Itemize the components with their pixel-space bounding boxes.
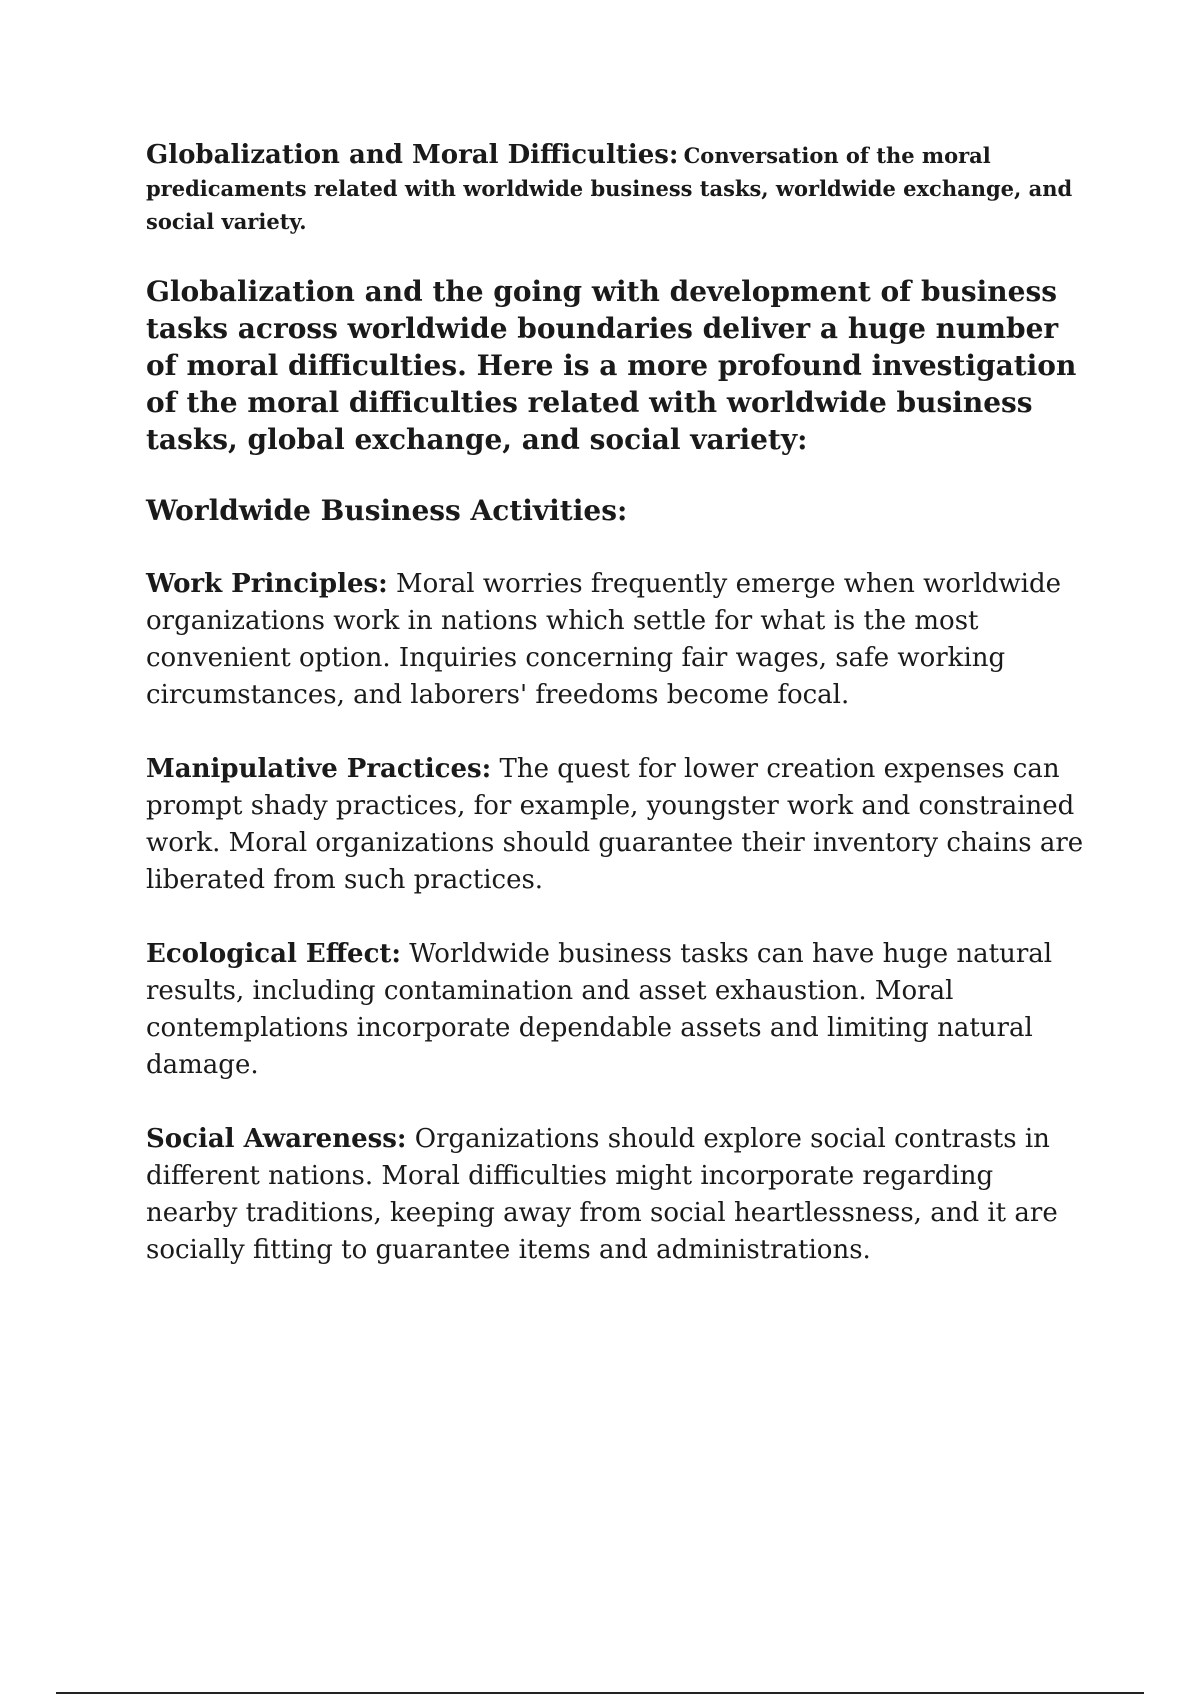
- section-heading: Worldwide Business Activities:: [146, 494, 628, 527]
- list-item: [146, 1121, 1091, 1269]
- document-heading: [146, 140, 1091, 239]
- list-item: [146, 566, 1091, 714]
- item-label: Ecological Effect:: [146, 939, 402, 969]
- item-text: Moral worries frequently emerge when worldwide organizations work in nations which settle for what is the most convenient option. Inquiries concerning fair wages, safe working circumstances, and laborers' freedoms become focal.: [146, 569, 1062, 710]
- document-title: Globalization and Moral Difficulties:: [146, 140, 679, 170]
- list-item: [146, 936, 1091, 1084]
- item-text: The quest for lower creation expenses can prompt shady practices, for example, youngster work and constrained work. Moral organizations should guarantee their inventory chains are liberated from such practices.: [146, 754, 1084, 895]
- document-body: [146, 140, 1091, 1306]
- item-label: Manipulative Practices:: [146, 754, 492, 784]
- document-subtitle: Conversation of the moral predicaments related with worldwide business tasks, worldwide exchange, and social variety.: [146, 143, 1073, 234]
- list-item: [146, 751, 1091, 899]
- item-text: Worldwide business tasks can have huge natural results, including contamination and asset exhaustion. Moral contemplations incorporate dependable assets and limiting natural damage.: [146, 939, 1053, 1080]
- footer-divider: [56, 1692, 1144, 1694]
- item-label: Social Awareness:: [146, 1124, 407, 1154]
- item-text: Organizations should explore social contrasts in different nations. Moral difficulties might incorporate regarding nearby traditions, keeping away from social heartlessness, and it are socially fitting to guarantee items and administrations.: [146, 1124, 1058, 1265]
- intro-paragraph: Globalization and the going with development of business tasks across worldwide boundaries deliver a huge number of moral difficulties. Here is a more profound investigation of the moral difficulties related with worldwide business tasks, global exchange, and social variety:: [146, 275, 1077, 456]
- item-label: Work Principles:: [146, 569, 388, 599]
